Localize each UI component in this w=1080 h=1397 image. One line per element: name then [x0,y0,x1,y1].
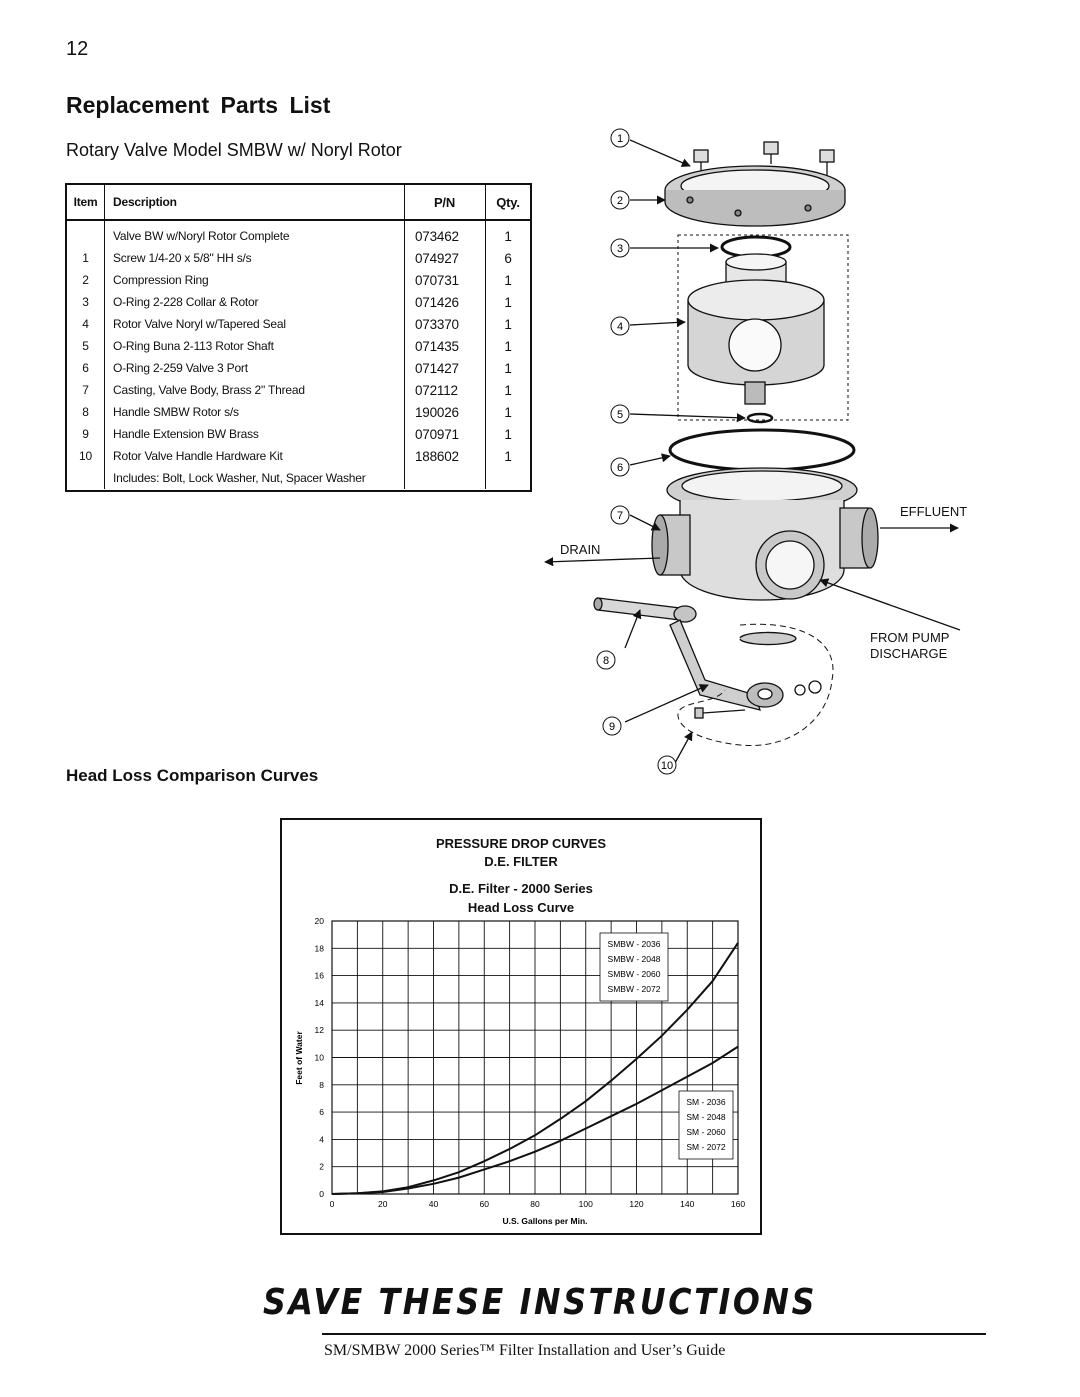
footer-text: SM/SMBW 2000 Series™ Filter Installation and User’s Guide [324,1342,726,1359]
y-tick-label: 14 [314,997,324,1008]
table-row [67,423,530,445]
qty-cell: 1 [504,316,512,332]
y-tick-label: 4 [319,1134,324,1145]
legend-entry: SMBW - 2036 [607,939,661,949]
callout-number: 5 [616,409,624,421]
footer-rule [322,1333,986,1335]
y-tick-label: 6 [319,1107,324,1118]
callout-number: 2 [616,195,624,207]
pn-cell: 072112 [405,379,486,401]
pn-cell: 070731 [405,269,486,291]
legend-entry: SMBW - 2072 [607,984,661,994]
small-o-ring-icon [748,414,772,422]
callout-number: 8 [602,655,610,667]
table-row [67,467,530,489]
page-number: 12 [66,38,89,60]
pn-cell: 073462 [405,220,486,247]
y-tick-label: 10 [314,1052,324,1063]
y-tick-label: 18 [314,943,324,954]
qty-cell: 1 [504,294,512,310]
discharge-label: DISCHARGE [870,646,948,661]
y-tick-label: 2 [319,1161,324,1172]
item-cell: 3 [67,291,105,313]
legend-entry: SMBW - 2060 [607,969,661,979]
item-cell: 8 [67,401,105,423]
qty-cell: 6 [504,250,512,266]
compression-ring-icon [665,166,845,226]
description-cell: O-Ring 2-259 Valve 3 Port [105,357,405,379]
legend-entry: SM - 2060 [686,1127,726,1137]
description-cell: Handle Extension BW Brass [105,423,405,445]
save-instructions-banner: SAVE THESE INSTRUCTIONS [262,1282,818,1323]
x-axis-label: U.S. Gallons per Min. [502,1216,588,1226]
effluent-label: EFFLUENT [900,504,968,519]
item-cell: 7 [67,379,105,401]
callout-number: 10 [660,760,674,772]
section-title: Replacement Parts List [66,92,331,118]
table-row [67,335,530,357]
item-cell: 6 [67,357,105,379]
drain-label: DRAIN [560,542,601,557]
table-row [67,313,530,335]
qty-cell: 1 [504,228,512,244]
y-tick-label: 0 [319,1189,324,1199]
header-qty: Qty. [486,185,531,220]
head-loss-title: Head Loss Comparison Curves [66,766,319,785]
x-tick-label: 40 [428,1199,439,1209]
y-tick-label: 12 [314,1025,324,1036]
header-description: Description [105,185,405,220]
valve-exploded-diagram [540,120,980,780]
valve-body-icon [652,468,878,600]
head-loss-chart [280,818,762,1235]
callout-number: 1 [616,133,624,145]
description-cell: Rotor Valve Noryl w/Tapered Seal [105,313,405,335]
qty-cell: 1 [504,360,512,376]
item-cell: 2 [67,269,105,291]
header-pn: P/N [405,185,486,220]
y-tick-label: 16 [314,970,324,981]
table-row [67,445,530,467]
qty-cell: 1 [504,338,512,354]
legend-entry: SM - 2036 [686,1097,726,1107]
legend-entry: SMBW - 2048 [607,954,661,964]
description-cell: O-Ring 2-228 Collar & Rotor [105,291,405,313]
item-cell: 1 [67,247,105,269]
x-tick-label: 20 [378,1199,388,1209]
qty-cell: 1 [504,404,512,420]
callout-number: 7 [616,510,624,522]
item-cell [67,220,105,247]
qty-cell: 1 [504,426,512,442]
y-tick-label: 8 [319,1079,324,1090]
rotor-icon [688,254,824,404]
pn-cell: 071426 [405,291,486,313]
description-cell: Valve BW w/Noryl Rotor Complete [105,220,405,247]
description-cell: O-Ring Buna 2-113 Rotor Shaft [105,335,405,357]
item-cell [67,467,105,489]
chart-subtitle: Head Loss Curve [467,900,575,915]
table-row [67,379,530,401]
item-cell: 5 [67,335,105,357]
callout-number: 4 [616,321,624,333]
callout-number: 6 [616,462,624,474]
x-tick-label: 80 [530,1199,540,1209]
description-cell: Casting, Valve Body, Brass 2" Thread [105,379,405,401]
pn-cell: 074927 [405,247,486,269]
pn-cell: 188602 [405,445,486,467]
item-cell: 9 [67,423,105,445]
qty-cell: 1 [504,382,512,398]
table-row [67,220,530,247]
x-tick-label: 60 [479,1199,489,1209]
callout-number: 3 [616,243,624,255]
x-tick-label: 0 [329,1199,335,1209]
section-subtitle: Rotary Valve Model SMBW w/ Noryl Rotor [66,140,402,160]
description-cell: Rotor Valve Handle Hardware Kit [105,445,405,467]
chart-title: D.E. Filter - 2000 Series [449,881,593,896]
chart-header-line-2: D.E. FILTER [484,854,558,869]
table-row [67,247,530,269]
x-tick-label: 160 [730,1199,746,1209]
qty-cell: 1 [504,448,512,464]
qty-cell [486,467,531,489]
pn-cell: 071435 [405,335,486,357]
description-cell: Screw 1/4-20 x 5/8" HH s/s [105,247,405,269]
header-item: Item [67,185,105,220]
parts-table [65,183,532,492]
callout-number: 9 [608,721,616,733]
y-axis-label: Feet of Water [294,1031,304,1085]
pn-cell: 070971 [405,423,486,445]
item-cell: 10 [67,445,105,467]
table-row [67,269,530,291]
pn-cell: 190026 [405,401,486,423]
table-header-row [67,185,530,220]
pn-cell: 071427 [405,357,486,379]
y-tick-label: 20 [314,916,324,926]
large-o-ring-icon [670,430,854,470]
pn-cell [405,467,486,489]
table-row [67,291,530,313]
chart-header-line-1: PRESSURE DROP CURVES [435,836,606,851]
chart-plot [282,820,760,1233]
description-cell: Handle SMBW Rotor s/s [105,401,405,423]
from-pump-label: FROM PUMP [870,630,950,645]
item-cell: 4 [67,313,105,335]
legend-entry: SM - 2072 [686,1142,726,1152]
x-tick-label: 120 [629,1199,644,1209]
table-row [67,357,530,379]
description-cell: Compression Ring [105,269,405,291]
x-tick-label: 140 [680,1199,695,1209]
x-tick-label: 100 [578,1199,593,1209]
pn-cell: 073370 [405,313,486,335]
qty-cell: 1 [504,272,512,288]
description-cell: Includes: Bolt, Lock Washer, Nut, Spacer Washer [105,467,405,489]
legend-entry: SM - 2048 [686,1112,726,1122]
table-row [67,401,530,423]
